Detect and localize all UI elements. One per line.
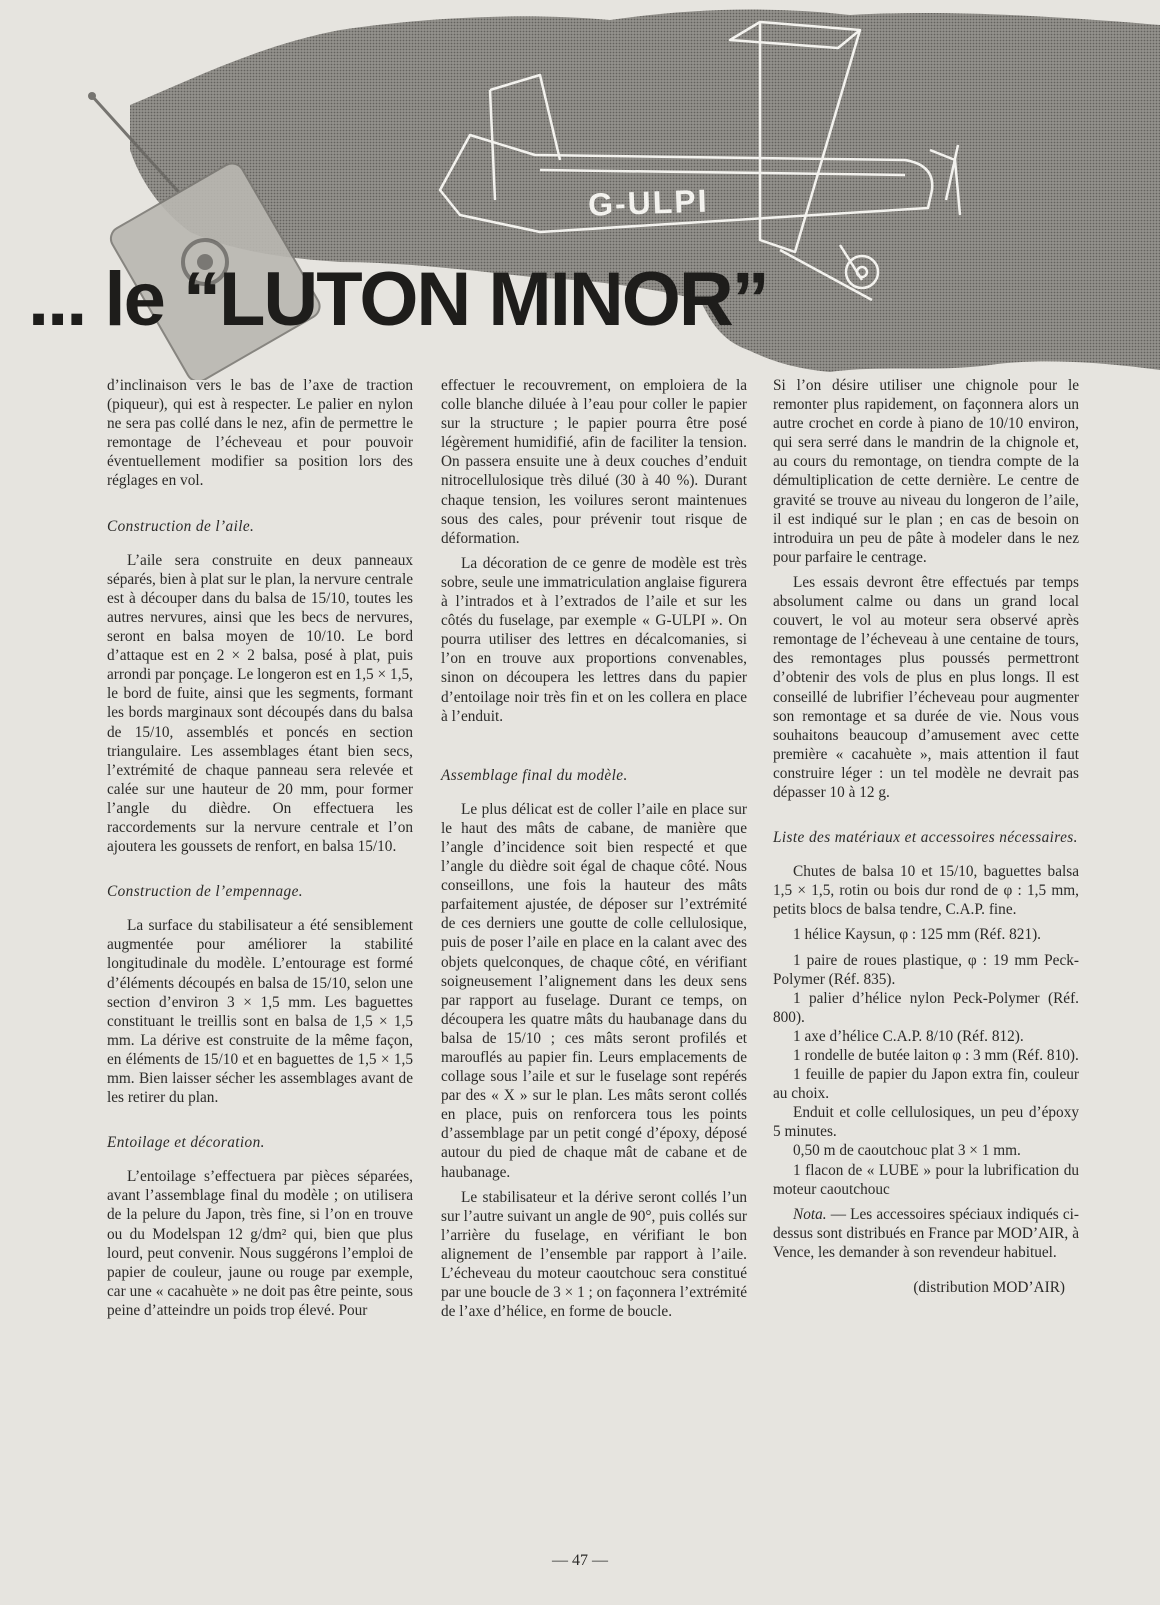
- section-heading: Entoilage et décoration.: [107, 1134, 265, 1152]
- body-paragraph: effectuer le recouvrement, on emploiera de la colle blanche diluée à l’eau pour coller le papier sur la structure ; le papier pourra être posé légèrement humidifié, afin de faciliter la tension. On passera ensuite une à deux couches d’enduit nitrocellulosique très dilué (30 à 40 %). Durant chaque tension, les voilures seront maintenues sous des cales, pour prévenir tout risque de déformation.: [441, 377, 747, 547]
- body-paragraph: Chutes de balsa 10 et 15/10, baguettes balsa 1,5 × 1,5, rotin ou bois dur rond de φ : 1,5 mm, petits blocs de balsa tendre, C.A.P. fine.: [773, 863, 1079, 919]
- body-paragraph: La surface du stabilisateur a été sensiblement augmentée pour améliorer la stabilité longitudinale du modèle. L’entourage est formé d’éléments découpés en balsa de 15/10, selon une section d’environ 3 × 1,5 mm. Les baguettes constituant le treillis sont en balsa de 1,5 × 1,5 mm. La dérive est construite de la même façon, en éléments de 15/10 et en baguettes de 1,5 × 1,5 mm. Bien laisser sécher les assemblages avant de les retirer du plan.: [107, 917, 413, 1107]
- body-paragraph: 1 palier d’hélice nylon Peck-Polymer (Réf. 800).: [773, 989, 1079, 1026]
- body-paragraph: Les essais devront être effectués par temps absolument calme ou dans un grand local couvert, le vol au moteur sera observé après remontage de l’écheveau à une centaine de tours, des remontages plus poussés permettront d’obtenir des vols de plus en plus longs. Il est conseillé de lubrifier l’écheveau pour augmenter son remontage et sa durée de vie. Nous vous souhaitons beaucoup d’amusement avec cette première « cacahuète », mais attention il faut construire léger : un tel modèle ne devrait pas dépasser 10 à 12 g.: [773, 573, 1079, 801]
- body-paragraph: Enduit et colle cellulosiques, un peu d’époxy 5 minutes.: [773, 1104, 1079, 1141]
- article-title: ... le “LUTON MINOR”: [28, 257, 768, 342]
- section-heading: Construction de l’empennage.: [107, 883, 304, 901]
- text-column-3: [773, 376, 1079, 1297]
- body-paragraph: Si l’on désire utiliser une chignole pour le remonter plus rapidement, on façonnera alors un autre crochet en corde à piano de 10/10 environ, qui sera serré dans le mandrin de la chignole et, au cours du remontage, on tiendra compte de la démultiplication de cette dernière. Le centre de gravité se trouve au niveau du longeron de l’aile, il est indiqué sur le plan ; en cas de besoin on introduira un peu de pâte à modeler dans le nez pour parfaire le centrage.: [773, 377, 1079, 566]
- nota-label: Nota.: [793, 1205, 827, 1223]
- nota-text: — Les accessoires spéciaux indiqués ci-dessus sont distribués en France par MOD’AIR, à Vence, les demander à son revendeur habituel.: [773, 1205, 1079, 1261]
- nota-paragraph: [773, 1205, 1079, 1262]
- text-column-2: [441, 376, 747, 1321]
- body-paragraph: La décoration de ce genre de modèle est très sobre, seule une immatriculation anglaise figurera à l’intrados et à l’extrados de l’aile et sur les côtés du fuselage, par exemple « G-ULPI ». On pourra utiliser des lettres en décalcomanies, si l’on en trouve aux proportions convenables, sinon on découpera les lettres dans du papier d’entoilage noir très fin et on les collera en place à l’enduit.: [441, 554, 747, 725]
- body-paragraph: 1 rondelle de butée laiton φ : 3 mm (Réf. 810).: [793, 1047, 1079, 1064]
- registration-letters: G-ULPI: [587, 182, 710, 223]
- body-paragraph: Le plus délicat est de coller l’aile en place sur le haut des mâts de cabane, de manière que l’angle d’incidence soit bien respecté et que l’angle du dièdre soit égal de chaque côté. Nous conseillons, une fois la hauteur des mâts parfaitement ajustée, de déposer sur l’extrémité de ces derniers une goutte de colle cellulosique, puis de poser l’aile en place en la calant avec des objets quelconques, de chaque côté, en vérifiant soigneusement l’alignement dans les deux sens par rapport au fuselage. Durant ce temps, on découpera les quatre mâts du haubanage dans du balsa de 15/10 ; ces mâts seront profilés et marouflés au papier fin. Leurs emplacements de collage sous l’aile et sur le fuselage sont repérés par des « X » sur le plan. Les mâts seront collés en place, puis on renforcera tous les points d’assemblage par un petit congé d’époxy, déposé autour du pied de chaque mât de cabane et de haubanage.: [441, 800, 747, 1181]
- section-heading: Liste des matériaux et accessoires nécessaires.: [773, 829, 1078, 847]
- body-paragraph: L’entoilage s’effectuera par pièces séparées, avant l’assemblage final du modèle ; on utilisera de la pelure du Japon, très fine, si l’on en trouve ou du Modelspan 12 g/dm² qui, bien que plus lourd, peut convenir. Nous suggérons l’emploi de papier de couleur, jaune ou rouge par exemple, car une « cacahuète » ne doit pas être peinte, sous peine d’atteindre un poids trop élevé. Pour: [107, 1168, 413, 1319]
- body-paragraph: 1 flacon de « LUBE » pour la lubrification du moteur caoutchouc: [773, 1161, 1079, 1198]
- body-paragraph: L’aile sera construite en deux panneaux séparés, bien à plat sur le plan, la nervure centrale est à découper dans du balsa de 15/10, toutes les autres nervures, ainsi que les becs de nervures, seront en balsa moyen de 10/10. Le bord d’attaque est en 2 × 2 balsa, posé à plat, puis arrondi par ponçage. Le longeron est en 1,5 × 1,5, le bord de fuite, ainsi que les segments, formant les bords marginaux sont découpés dans du balsa de 15/10, assemblés et poncés en section triangulaire. Les assemblages étant bien secs, l’extrémité de chaque panneau sera relevée et calée sur une hauteur de 20 mm, pour former l’angle du dièdre. On effectuera les raccordements sur la nervure centrale et l’on ajoutera les goussets de renfort, en balsa 15/10.: [107, 551, 413, 856]
- body-paragraph: d’inclinaison vers le bas de l’axe de traction (piqueur), qui est à respecter. Le palier en nylon ne sera pas collé dans le nez, afin de permettre le remontage de l’écheveau et pour pouvoir éventuellement modifier sa position lors des réglages en vol.: [107, 377, 413, 490]
- body-paragraph: 1 hélice Kaysun, φ : 125 mm (Réf. 821).: [793, 926, 1042, 944]
- body-paragraph: 1 axe d’hélice C.A.P. 8/10 (Réf. 812).: [793, 1027, 1024, 1045]
- page-number: — 47 —: [552, 1552, 608, 1569]
- body-paragraph: Le stabilisateur et la dérive seront collés l’un sur l’autre suivant un angle de 90°, puis collés sur l’arrière du fuselage, en vérifiant le bon alignement de l’ensemble par rapport à l’aile. L’écheveau du moteur caoutchouc sera constitué par une boucle de 3 × 1 ; on façonnera l’extrémité de l’axe d’hélice, en forme de boucle.: [441, 1188, 747, 1321]
- section-heading: Assemblage final du modèle.: [441, 766, 628, 784]
- body-paragraph: 0,50 m de caoutchouc plat 3 × 1 mm.: [793, 1142, 1021, 1160]
- body-paragraph: 1 feuille de papier du Japon extra fin, couleur au choix.: [773, 1066, 1079, 1103]
- section-heading: Construction de l’aile.: [107, 517, 255, 535]
- distribution-note: (distribution MOD’AIR): [913, 1279, 1065, 1297]
- text-column-1: [107, 376, 413, 1320]
- body-paragraph: 1 paire de roues plastique, φ : 19 mm Peck-Polymer (Réf. 835).: [773, 951, 1079, 988]
